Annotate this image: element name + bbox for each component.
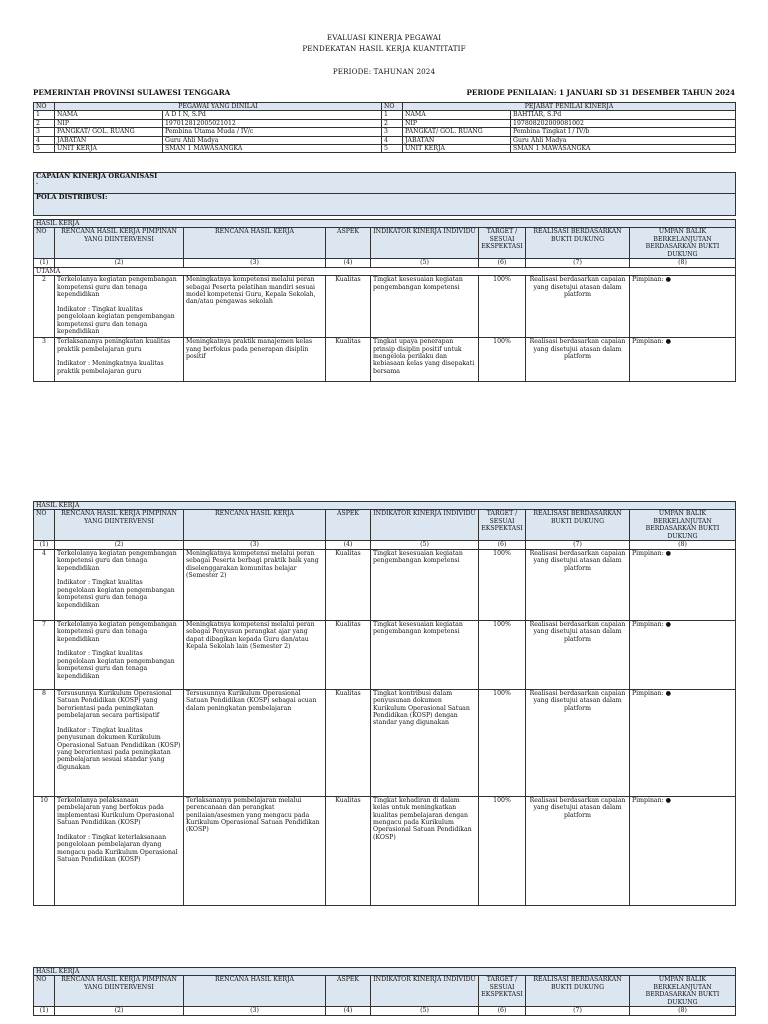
column-number: (2)	[55, 541, 184, 549]
hasil-kerja-label: HASIL KERJA	[34, 968, 736, 976]
target-header: TARGET / SESUAI EKSPEKTASI	[479, 228, 526, 259]
field-label: UNIT KERJA	[403, 145, 511, 153]
periode-penilaian: PERIODE PENILAIAN: 1 JANUARI SD 31 DESEMBER TAHUN 2024	[466, 88, 735, 97]
no-header: NO	[382, 103, 403, 111]
target: 100%	[479, 620, 526, 689]
row-no: 8	[34, 689, 55, 796]
target: 100%	[479, 338, 526, 382]
row-no: 3	[34, 338, 55, 382]
column-header-row	[34, 228, 736, 259]
row-no: 2	[34, 119, 55, 127]
umpan-balik-header: UMPAN BALIK BERKELANJUTAN BERDASARKAN BUKTI DUKUNG	[630, 510, 736, 541]
aspek: Kualitas	[326, 338, 371, 382]
row-no: 5	[382, 145, 403, 153]
column-number: (4)	[326, 259, 371, 267]
column-number: (3)	[184, 1007, 326, 1015]
capaian-label: CAPAIAN KINERJA ORGANISASI	[36, 172, 158, 180]
identity-body	[34, 111, 736, 153]
hasil-kerja-row	[34, 549, 736, 620]
aspek: Kualitas	[326, 796, 371, 905]
aspek: Kualitas	[326, 689, 371, 796]
indikator-header: INDIKATOR KINERJA INDIVIDU	[371, 228, 479, 259]
rencana-hasil-kerja: Meningkatnya kompetensi melalui peran sebagai Peserta pelatihan mandiri sesuai model kompetensi Guru, Kepala Sekolah, dan/atau pengawas sekolah	[184, 276, 326, 338]
row-no: 1	[382, 111, 403, 119]
field-label: NIP	[55, 119, 163, 127]
field-label: JABATAN	[403, 136, 511, 144]
hasil-kerja-row	[34, 276, 736, 338]
row-no: 1	[34, 111, 55, 119]
column-number: (8)	[630, 259, 736, 267]
rencana-hasil-header: RENCANA HASIL KERJA	[184, 228, 326, 259]
utama-label: UTAMA	[34, 267, 736, 275]
hasil-kerja-table-1	[33, 219, 736, 382]
realisasi: Realisasi berdasarkan capaian yang disetujui atasan dalam platform	[526, 620, 630, 689]
column-number: (3)	[184, 541, 326, 549]
identity-row	[34, 111, 736, 119]
pegawai-value: SMAN 1 MAWASANGKA	[163, 145, 382, 153]
umpan-balik: Pimpinan: ●	[630, 549, 736, 620]
identity-header-row	[34, 103, 736, 111]
rencana-hasil-kerja: Meningkatnya praktik manajemen kelas yang berfokus pada penerapan disiplin positif	[184, 338, 326, 382]
identity-row	[34, 145, 736, 153]
rencana-pimpinan: Terkelolanya kegiatan pengembangan kompetensi guru dan tenaga kependidikan Indikator : Tingkat kualitas pengelolaan kegiatan pengembangan kompetensi guru dan tenaga kependidikan	[55, 276, 184, 338]
field-label: UNIT KERJA	[55, 145, 163, 153]
penilai-value: Pembina Tingkat I / IV/b	[511, 128, 736, 136]
rencana-hasil-header: RENCANA HASIL KERJA	[184, 976, 326, 1007]
hasil-kerja-label: HASIL KERJA	[34, 220, 736, 228]
column-number: (1)	[34, 259, 55, 267]
indikator-kinerja: Tingkat kesesuaian kegiatan pengembangan kompetensi	[371, 276, 479, 338]
rencana-pimpinan: Tersusunnya Kurikulum Operasional Satuan Pendidikan (KOSP) yang berorientasi pada peningkatan pembelajaran secara partisipatif Indikator : Tingkat kualitas penyusunan dokumen Kurikulum Operasional Satuan Pendidikan (KOSP) yang berorientasi pada peningkatan pembelajaran sesuai standar yang digunakan	[55, 689, 184, 796]
umpan-balik: Pimpinan: ●	[630, 796, 736, 905]
aspek: Kualitas	[326, 276, 371, 338]
column-number: (7)	[526, 259, 630, 267]
pegawai-value: Pembina Utama Muda / IV/c	[163, 128, 382, 136]
pegawai-dinilai-header: PEGAWAI YANG DINILAI	[55, 103, 382, 111]
no-header: NO	[34, 510, 55, 541]
target: 100%	[479, 689, 526, 796]
org-section	[33, 172, 736, 216]
indikator-kinerja: Tingkat kehadiran di dalam kelas untuk meningkatkan kualitas pembelajaran dengan mengacu pada Kurikulum Operasional Satuan Pendidikan (KOSP)	[371, 796, 479, 905]
pola-cell	[34, 194, 736, 216]
umpan-balik-header: UMPAN BALIK BERKELANJUTAN BERDASARKAN BUKTI DUKUNG	[630, 976, 736, 1007]
column-number: (2)	[55, 1007, 184, 1015]
rencana-pimpinan-header: RENCANA HASIL KERJA PIMPINAN YANG DIINTERVENSI	[55, 976, 184, 1007]
indikator-kinerja: Tingkat kontribusi dalam penyusunan dokumen Kurikulum Operasional Satuan Pendidikan (KOSP) dengan standar yang digunakan	[371, 689, 479, 796]
rencana-pimpinan-header: RENCANA HASIL KERJA PIMPINAN YANG DIINTERVENSI	[55, 510, 184, 541]
doc-periode: PERIODE: TAHUNAN 2024	[332, 67, 436, 76]
section-row	[34, 502, 736, 510]
umpan-balik: Pimpinan: ●	[630, 338, 736, 382]
pejabat-penilai-header: PEJABAT PENILAI KINERJA	[403, 103, 736, 111]
column-number-row	[34, 1007, 736, 1015]
row-no: 4	[382, 136, 403, 144]
section-row	[34, 968, 736, 976]
aspek-header: ASPEK	[326, 510, 371, 541]
row-no: 5	[34, 145, 55, 153]
aspek: Kualitas	[326, 549, 371, 620]
penilai-value: 197808202009081002	[511, 119, 736, 127]
row-no: 7	[34, 620, 55, 689]
realisasi: Realisasi berdasarkan capaian yang disetujui atasan dalam platform	[526, 549, 630, 620]
rencana-pimpinan-header: RENCANA HASIL KERJA PIMPINAN YANG DIINTERVENSI	[55, 228, 184, 259]
identity-row	[34, 136, 736, 144]
pola-distribusi-label: POLA DISTRIBUSI:	[36, 193, 108, 201]
hasil-kerja-row	[34, 689, 736, 796]
realisasi: Realisasi berdasarkan capaian yang disetujui atasan dalam platform	[526, 338, 630, 382]
column-number: (6)	[479, 259, 526, 267]
rencana-hasil-kerja: Meningkatnya kompetensi melalui peran sebagai Peserta berbagi praktik baik yang diselenggarakan komunitas belajar (Semester 2)	[184, 549, 326, 620]
indikator-header: INDIKATOR KINERJA INDIVIDU	[371, 976, 479, 1007]
column-number: (8)	[630, 541, 736, 549]
field-label: PANGKAT/ GOL. RUANG	[55, 128, 163, 136]
identity-row	[34, 128, 736, 136]
realisasi: Realisasi berdasarkan capaian yang disetujui atasan dalam platform	[526, 796, 630, 905]
column-number: (1)	[34, 541, 55, 549]
row-no: 10	[34, 796, 55, 905]
penilai-value: Guru Ahli Madya	[511, 136, 736, 144]
no-header: NO	[34, 228, 55, 259]
umpan-balik: Pimpinan: ●	[630, 620, 736, 689]
field-label: NAMA	[55, 111, 163, 119]
field-label: NAMA	[403, 111, 511, 119]
hasil-kerja-table-2	[33, 501, 736, 906]
target-header: TARGET / SESUAI EKSPEKTASI	[479, 976, 526, 1007]
field-label: PANGKAT/ GOL. RUANG	[403, 128, 511, 136]
capaian-cell	[34, 173, 736, 194]
column-number: (5)	[371, 1007, 479, 1015]
pegawai-value: Guru Ahli Madya	[163, 136, 382, 144]
rencana-pimpinan: Terlaksananya peningkatan kualitas praktik pembelajaran guru Indikator : Meningkatnya kualitas praktik pembelajaran guru	[55, 338, 184, 382]
column-number: (4)	[326, 541, 371, 549]
umpan-balik: Pimpinan: ●	[630, 276, 736, 338]
pegawai-value: A D I N, S.Pd	[163, 111, 382, 119]
row-no: 4	[34, 136, 55, 144]
realisasi-header: REALISASI BERDASARKAN BUKTI DUKUNG	[526, 510, 630, 541]
column-number: (7)	[526, 1007, 630, 1015]
hasil-kerja-label: HASIL KERJA	[34, 502, 736, 510]
column-number: (1)	[34, 1007, 55, 1015]
hasil-kerja-row	[34, 620, 736, 689]
column-number: (2)	[55, 259, 184, 267]
umpan-balik: Pimpinan: ●	[630, 689, 736, 796]
indikator-kinerja: Tingkat kesesuaian kegiatan pengembangan kompetensi	[371, 620, 479, 689]
column-number: (8)	[630, 1007, 736, 1015]
rencana-pimpinan: Terkelolanya pelaksanaan pembelajaran yang berfokus pada implementasi Kurikulum Operasional Satuan Pendidikan (KOSP) Indikator : Tingkat keterlaksanaan pengelolaan pembelajaran dyang mengacu pada Kurikulum Operasional Satuan Pendidikan (KOSP)	[55, 796, 184, 905]
realisasi-header: REALISASI BERDASARKAN BUKTI DUKUNG	[526, 228, 630, 259]
instansi: PEMERINTAH PROVINSI SULAWESI TENGGARA	[33, 88, 231, 97]
column-number: (6)	[479, 541, 526, 549]
target: 100%	[479, 549, 526, 620]
instansi-line	[33, 88, 735, 97]
aspek-header: ASPEK	[326, 976, 371, 1007]
no-header: NO	[34, 976, 55, 1007]
rencana-pimpinan: Terkelolanya kegiatan pengembangan kompetensi guru dan tenaga kependidikan Indikator : Tingkat kualitas pengelolaan kegiatan pengembangan kompetensi guru dan tenaga kependidikan	[55, 549, 184, 620]
rencana-hasil-kerja: Meningkatnya kompetensi melalui peran sebagai Penyusun perangkat ajar yang dapat dibagikan kepada Guru dan/atau Kepala Sekolah lain (Semester 2)	[184, 620, 326, 689]
column-number-row	[34, 259, 736, 267]
aspek-header: ASPEK	[326, 228, 371, 259]
row-no: 4	[34, 549, 55, 620]
penilai-value: SMAN 1 MAWASANGKA	[511, 145, 736, 153]
identity-row	[34, 119, 736, 127]
hasil-kerja-row	[34, 338, 736, 382]
column-header-row	[34, 510, 736, 541]
column-number: (7)	[526, 541, 630, 549]
row-no: 2	[34, 276, 55, 338]
target-header: TARGET / SESUAI EKSPEKTASI	[479, 510, 526, 541]
realisasi: Realisasi berdasarkan capaian yang disetujui atasan dalam platform	[526, 276, 630, 338]
column-header-row	[34, 976, 736, 1007]
utama-row	[34, 267, 736, 275]
doc-title: EVALUASI KINERJA PEGAWAI	[326, 33, 442, 42]
indikator-kinerja: Tingkat kesesuaian kegiatan pengembangan kompetensi	[371, 549, 479, 620]
realisasi: Realisasi berdasarkan capaian yang disetujui atasan dalam platform	[526, 689, 630, 796]
column-number: (4)	[326, 1007, 371, 1015]
column-number: (6)	[479, 1007, 526, 1015]
rencana-hasil-kerja: Terlaksananya pembelajaran melalui perencanaan dan perangkat penilaian/asesmen yang mengacu pada Kurikulum Operasional Satuan Pendidikan (KOSP)	[184, 796, 326, 905]
hasil-kerja-row	[34, 796, 736, 905]
rencana-pimpinan: Terkelolanya kegiatan pengembangan kompetensi guru dan tenaga kependidikan Indikator : Tingkat kualitas pengelolaan kegiatan pengembangan kompetensi guru dan tenaga kependidikan	[55, 620, 184, 689]
section-row	[34, 220, 736, 228]
capaian-row	[34, 173, 736, 194]
pegawai-value: 197012812005021012	[163, 119, 382, 127]
realisasi-header: REALISASI BERDASARKAN BUKTI DUKUNG	[526, 976, 630, 1007]
pola-row	[34, 194, 736, 216]
row-no: 2	[382, 119, 403, 127]
target: 100%	[479, 796, 526, 905]
doc-subtitle: PENDEKATAN HASIL KERJA KUANTITATIF	[302, 44, 466, 53]
indikator-kinerja: Tingkat upaya penerapan prinsip disiplin positif untuk mengelola perilaku dan kebiasaan kelas yang disepakati bersama	[371, 338, 479, 382]
hasil-kerja-table-3	[33, 967, 736, 1016]
field-label: JABATAN	[55, 136, 163, 144]
rencana-hasil-header: RENCANA HASIL KERJA	[184, 510, 326, 541]
rencana-hasil-kerja: Tersusunnya Kurikulum Operasional Satuan Pendidikan (KOSP) sebagai acuan dalam peningkatan pembelajaran	[184, 689, 326, 796]
field-label: NIP	[403, 119, 511, 127]
column-number-row	[34, 541, 736, 549]
umpan-balik-header: UMPAN BALIK BERKELANJUTAN BERDASARKAN BUKTI DUKUNG	[630, 228, 736, 259]
column-number: (3)	[184, 259, 326, 267]
penilai-value: BAHTIAR, S.Pd	[511, 111, 736, 119]
indikator-header: INDIKATOR KINERJA INDIVIDU	[371, 510, 479, 541]
row-no: 3	[34, 128, 55, 136]
identity-table	[33, 102, 736, 153]
column-number: (5)	[371, 259, 479, 267]
no-header: NO	[34, 103, 55, 111]
aspek: Kualitas	[326, 620, 371, 689]
column-number: (5)	[371, 541, 479, 549]
row-no: 3	[382, 128, 403, 136]
capaian-value: -	[36, 179, 39, 188]
target: 100%	[479, 276, 526, 338]
